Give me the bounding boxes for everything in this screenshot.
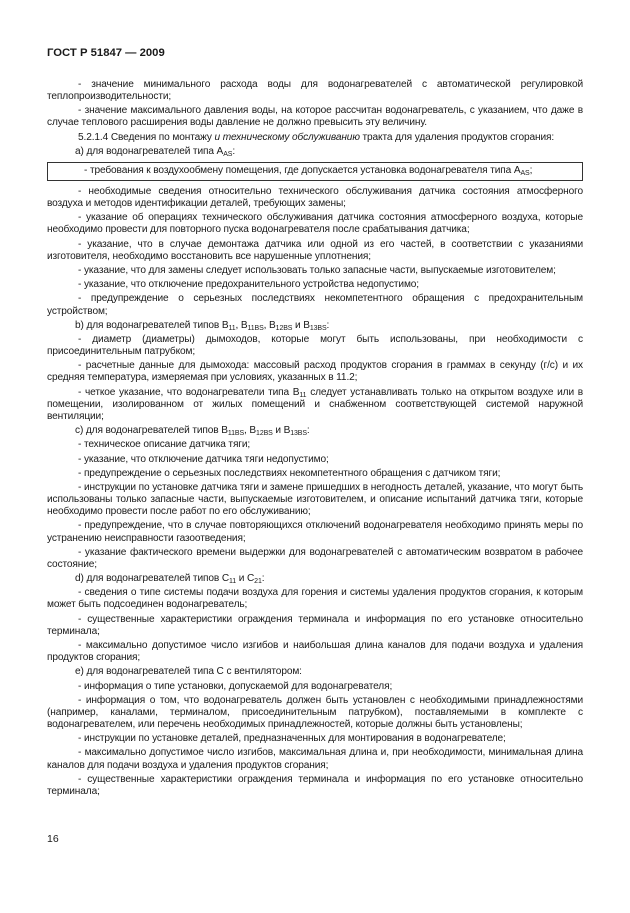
list-item: - расчетные данные для дымохода: массовый расход продуктов сгорания в граммах в секунду (г/с) и их средняя температура, измеряемая при условиях, указанных в 11.2; — [47, 360, 583, 384]
subscript: AS — [223, 150, 233, 158]
list-heading-c: c) для водонагревателей типов $B_{11BS}$, $B_{12BS}$ и $B_{13BS}$: — [75, 425, 310, 438]
text-run: ; — [529, 164, 533, 176]
list-item: - сведения о типе системы подачи воздуха для горения и системы удаления продуктов сгорания, к которым может быть подсоединен водонагреватель; — [47, 587, 583, 611]
framed-requirement-box — [47, 162, 583, 181]
list-heading-b: b) для водонагревателей типов $B_{11}$, $B_{11BS}$, $B_{12BS}$ и $B_{13BS}$: — [75, 319, 330, 332]
text-run: тракта для удаления продуктов сгорания: — [359, 131, 555, 143]
list-item: - указание, что отключение датчика тяги недопустимо; — [78, 453, 329, 465]
text-run: : — [326, 319, 330, 331]
subscript: 11BS — [227, 430, 245, 438]
text-run: : — [232, 145, 236, 157]
list-item: - максимально допустимое число изгибов, максимальная длина и, при необходимости, минимальная длина каналов для подачи воздуха и удаления продуктов сгорания; — [47, 747, 583, 771]
text-run: - четкое указание, что водонагреватели типа B — [78, 386, 300, 398]
list-item: - информация о том, что водонагреватель должен быть установлен с необходимыми принадлежностями (например, каналами, терминалом, присоединительным патрубком), поставляемыми в комплекте с водонагревателем, или перечень необходимых принадлежностей, которые должны быть установлены; — [47, 694, 583, 730]
list-item: - инструкции по установке деталей, предназначенных для монтирования в водонагревателе; — [78, 733, 506, 745]
list-item: - инструкции по установке датчика тяги и замене пришедших в негодность деталей, указание, что могут быть использованы только запасные части, выпускаемые изготовителем, и описание испытаний датчика тяги, которые необходимо провести после работ по его обслуживанию; — [47, 482, 583, 518]
text-run: : — [306, 425, 310, 437]
text-run: b) для водонагревателей типов B — [75, 319, 229, 331]
subscript: 11 — [228, 324, 236, 332]
list-item: - указание, что отключение предохранительного устройства недопустимо; — [78, 279, 419, 291]
list-item: - информация о типе установки, допускаемой для водонагревателя; — [78, 680, 393, 692]
section-heading-5-2-1-4 — [47, 132, 583, 144]
subscript: 11 — [229, 578, 237, 586]
list-heading-a — [47, 146, 583, 158]
list-item: - указание, что в случае демонтажа датчика или одной из его частей, в соответствии с указаниями изготовителя, необходимо восстановить все нарушенные уплотнения; — [47, 238, 583, 262]
text-run: d) для водонагревателей типов C — [75, 573, 230, 585]
subscript: AS — [520, 169, 530, 177]
list-item: - существенные характеристики ограждения терминала и информация по его установке относительно терминала; — [47, 773, 583, 797]
document-body — [47, 79, 583, 800]
subscript: 21 — [254, 578, 262, 586]
document-header: ГОСТ Р 51847 — 2009 — [47, 47, 165, 59]
list-item: - предупреждение о серьезных последствиях некомпетентного обращения с предохранительным устройством; — [47, 293, 583, 317]
paragraph: - значение минимального расхода воды для водонагревателей с автоматической регулировкой теплопроизводительности; — [47, 79, 583, 103]
text-run: : — [261, 573, 265, 585]
text-run: и B — [292, 319, 310, 331]
list-item: - существенные характеристики ограждения терминала и информация по его установке относительно терминала; — [47, 613, 583, 637]
subscript: 12BS — [256, 430, 273, 438]
list-item: - максимально допустимое число изгибов и наибольшая длина каналов для подачи воздуха и удаления продуктов сгорания; — [47, 639, 583, 664]
subscript: 11BS — [247, 324, 264, 332]
list-item: - предупреждение о серьезных последствиях некомпетентного обращения с датчиком тяги; — [78, 467, 501, 479]
list-item: - указание фактического времени выдержки для водонагревателей с автоматическим возвратом в рабочее состояние; — [47, 546, 583, 570]
list-item: - указание, что для замены следует использовать только запасные части, выпускаемые изготовителем; — [78, 264, 556, 276]
subscript: 13BS — [309, 324, 327, 332]
text-run: и C — [236, 573, 255, 585]
list-heading-e: e) для водонагревателей типа C с вентилятором: — [75, 666, 302, 678]
list-item: - необходимые сведения относительно технического обслуживания датчика состояния атмосферного воздуха и методов идентификации деталей, требующих замены; — [47, 185, 583, 210]
text-run: 5.2.1.4 Сведения по монтажу — [78, 131, 215, 143]
text-run: c) для водонагревателей типов B — [75, 425, 228, 437]
emphasis-text: и техническому обслуживанию — [214, 131, 360, 143]
list-item: - предупреждение, что в случае повторяющихся отключений водонагревателя необходимо принять меры по устранению неисправности газоотведения; — [47, 520, 583, 544]
list-item: - указание об операциях технического обслуживания датчика состояния атмосферного воздуха, которые необходимо провести для повторного пуска водонагревателя после срабатывания датчика; — [47, 212, 583, 236]
subscript: 12BS — [275, 324, 293, 332]
subscript: 13BS — [290, 430, 307, 438]
list-item: - техническое описание датчика тяги; — [78, 439, 251, 451]
list-item: - диаметр (диаметры) дымоходов, которые могут быть использованы, при необходимости с присоединительным патрубком; — [47, 334, 583, 358]
paragraph: - значение максимального давления воды, на которое рассчитан водонагреватель, с указанием, что даже в случае теплового расширения воды давление не должно превысить эту величину. — [47, 105, 583, 129]
page-number: 16 — [47, 833, 59, 845]
framed-text — [48, 165, 582, 177]
list-heading-d — [47, 573, 583, 585]
text-run: - требования к воздухообмену помещения, где допускается установка водонагревателя типа A — [84, 164, 521, 176]
text-run: следует устанавливать только на открытом воздухе или в помещении, изолированном от жилых помещений и снабженном соответствующей системой наружной вентиляции; — [47, 386, 583, 422]
subscript: 11 — [299, 391, 307, 399]
list-item — [47, 387, 583, 423]
text-run: a) для водонагревателей типа A — [75, 145, 224, 157]
